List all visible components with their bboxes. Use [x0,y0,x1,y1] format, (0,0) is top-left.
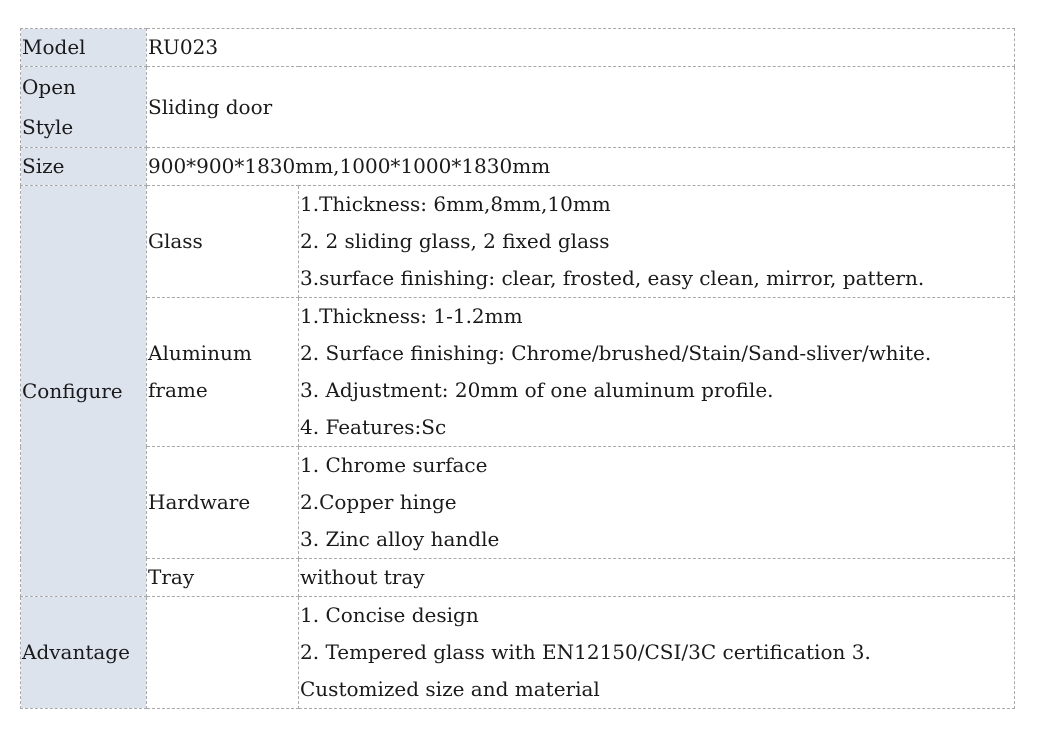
label-configure: Configure [21,186,147,597]
glass-line-1: 1.Thickness: 6mm,8mm,10mm [300,192,611,216]
label-glass: Glass [147,186,299,298]
hardware-line-3: 3. Zinc alloy handle [300,527,500,551]
label-hardware: Hardware [147,447,299,559]
row-size [21,148,1015,186]
label-open-style [21,67,147,148]
value-aluminum-frame [299,298,1015,447]
row-hardware [21,447,1015,559]
frame-line-2: 2. Surface finishing: Chrome/brushed/Stain/Sand-sliver/white. [300,341,932,365]
value-tray: without tray [299,559,1015,597]
glass-line-3: 3.surface finishing: clear, frosted, easy clean, mirror, pattern. [300,266,925,290]
advantage-line-2: 2. Tempered glass with EN12150/CSI/3C certification 3. [300,640,871,664]
value-size: 900*900*1830mm,1000*1000*1830mm [147,148,1015,186]
label-aluminum-frame [147,298,299,447]
row-tray [21,559,1015,597]
frame-line-3: 3. Adjustment: 20mm of one aluminum profile. [300,378,774,402]
row-model [21,29,1015,67]
value-open-style: Sliding door [147,67,1015,148]
label-aluminum-frame-line1: Aluminum [148,341,252,365]
label-size: Size [21,148,147,186]
frame-line-1: 1.Thickness: 1-1.2mm [300,304,523,328]
hardware-line-2: 2.Copper hinge [300,490,457,514]
row-glass [21,186,1015,298]
label-open-style-line2: Style [22,115,74,139]
hardware-line-1: 1. Chrome surface [300,453,488,477]
value-hardware [299,447,1015,559]
advantage-line-3: Customized size and material [300,677,600,701]
label-model: Model [21,29,147,67]
advantage-empty-cell [147,597,299,709]
spec-table [20,28,1015,709]
row-aluminum-frame [21,298,1015,447]
value-advantage [299,597,1015,709]
value-model: RU023 [147,29,1015,67]
label-aluminum-frame-line2: frame [148,378,208,402]
row-open-style [21,67,1015,148]
value-glass [299,186,1015,298]
glass-line-2: 2. 2 sliding glass, 2 fixed glass [300,229,610,253]
label-advantage: Advantage [21,597,147,709]
row-advantage [21,597,1015,709]
label-tray: Tray [147,559,299,597]
frame-line-4: 4. Features:Sc [300,415,447,439]
label-open-style-line1: Open [22,75,76,99]
advantage-line-1: 1. Concise design [300,603,479,627]
